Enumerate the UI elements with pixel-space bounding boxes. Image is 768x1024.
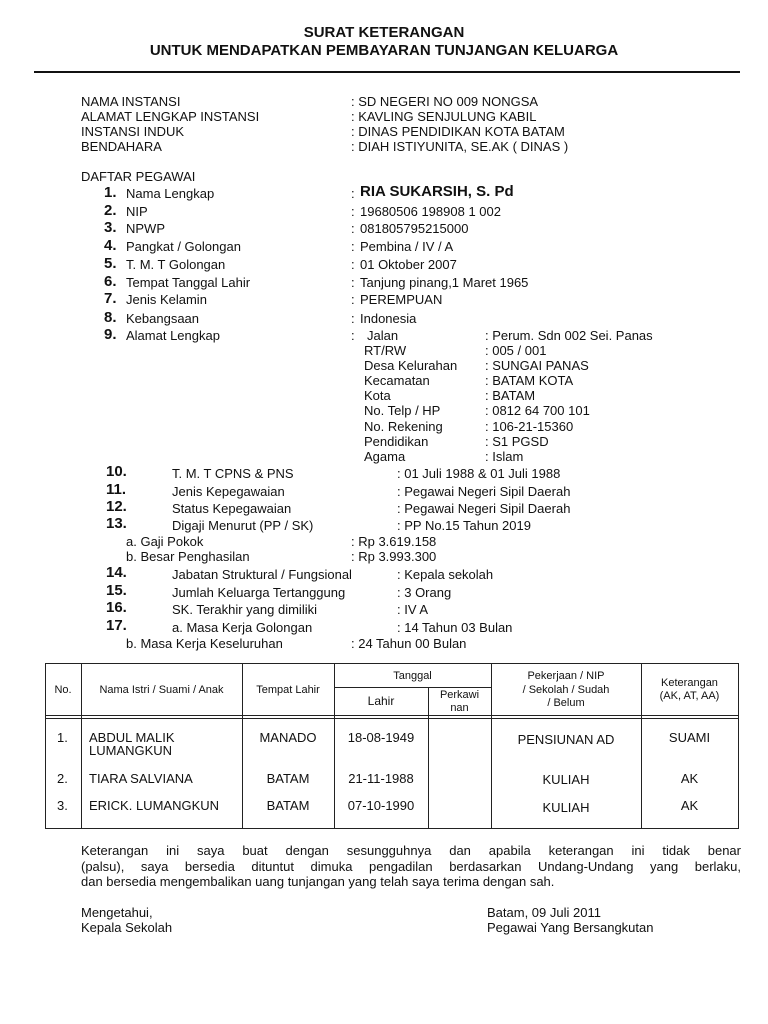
item-colon: :	[351, 275, 355, 290]
alamat-label: Jalan	[367, 328, 399, 343]
item-value: Tanjung pinang,1 Maret 1965	[360, 275, 529, 290]
item-colon: :	[351, 328, 355, 343]
col-header-tanggal: Tanggal	[393, 670, 432, 682]
item-number: 13.	[106, 515, 127, 532]
cell-pekerjaan: KULIAH	[542, 800, 590, 815]
signature-right-line-2: Pegawai Yang Bersangkutan	[487, 920, 654, 935]
alamat-value: : 0812 64 700 101	[485, 403, 590, 418]
item-label: Jabatan Struktural / Fungsional	[172, 567, 352, 582]
header-label-induk: INSTANSI INDUK	[81, 124, 185, 139]
alamat-label: No. Telp / HP	[364, 403, 441, 418]
cell-lahir: 21-11-1988	[348, 771, 414, 786]
item-number: 9.	[104, 326, 117, 343]
alamat-label: RT/RW	[364, 343, 407, 358]
header-label-alamat: ALAMAT LENGKAP INSTANSI	[81, 109, 260, 124]
alamat-value: : 005 / 001	[485, 343, 547, 358]
alamat-value: : BATAM	[485, 388, 536, 403]
cell-tempat: BATAM	[266, 771, 310, 786]
col-header-no: No.	[54, 684, 72, 696]
title-divider	[34, 71, 740, 73]
signature-left-line-2: Kepala Sekolah	[81, 920, 173, 935]
item-colon: :	[351, 204, 355, 219]
alamat-label: No. Rekening	[364, 419, 443, 434]
item-label: T. M. T Golongan	[126, 257, 226, 272]
cell-tempat: MANADO	[259, 730, 317, 745]
header-label-bendahara: BENDAHARA	[81, 139, 162, 154]
cell-no: 1.	[57, 730, 68, 745]
item-colon: :	[351, 311, 355, 326]
signature-right-line-1: Batam, 09 Juli 2011	[487, 905, 601, 920]
cell-lahir: 18-08-1949	[347, 730, 415, 745]
item-number: 10.	[106, 463, 127, 480]
header-value-induk: : DINAS PENDIDIKAN KOTA BATAM	[351, 124, 565, 139]
gaji-label: b. Besar Penghasilan	[126, 549, 250, 564]
gaji-value: : Rp 3.993.300	[351, 549, 437, 564]
item-number: 17.	[106, 617, 127, 634]
item-label: Alamat Lengkap	[126, 328, 220, 343]
item-label: Pangkat / Golongan	[126, 239, 241, 254]
alamat-value: : Perum. Sdn 002 Sei. Panas	[485, 328, 653, 343]
cell-nama: ABDUL MALIK	[89, 730, 175, 745]
alamat-value: : S1 PGSD	[485, 434, 549, 449]
alamat-value: : Islam	[485, 449, 524, 464]
item-label: Kebangsaan	[126, 311, 200, 326]
alamat-value: : SUNGAI PANAS	[485, 358, 589, 373]
item-value: 081805795215000	[360, 221, 469, 236]
item-label: Jenis Kelamin	[126, 292, 207, 307]
item-number: 2.	[104, 202, 117, 219]
item-value: : Pegawai Negeri Sipil Daerah	[397, 484, 571, 499]
item-number: 11.	[106, 481, 127, 498]
col-header-keterangan-2: (AK, AT, AA)	[659, 690, 720, 702]
cell-keterangan: AK	[680, 798, 699, 813]
item-value: : Kepala sekolah	[397, 567, 494, 582]
cell-nama: TIARA SALVIANA	[89, 771, 193, 786]
cell-no: 2.	[57, 771, 68, 786]
alamat-label: Desa Kelurahan	[364, 358, 458, 373]
item-colon: :	[351, 292, 355, 307]
item-number: 16.	[106, 599, 127, 616]
item-number: 8.	[104, 309, 117, 326]
item-label: NPWP	[126, 221, 165, 236]
col-header-nama: Nama Istri / Suami / Anak	[99, 684, 224, 696]
item-value: Indonesia	[360, 311, 417, 326]
item-number: 1.	[104, 184, 117, 201]
item-number: 5.	[104, 255, 117, 272]
item-number: 7.	[104, 290, 117, 307]
item-label: Tempat Tanggal Lahir	[126, 275, 251, 290]
item-label: Nama Lengkap	[126, 186, 215, 201]
item-number: 4.	[104, 237, 117, 254]
item-label: Jumlah Keluarga Tertanggung	[172, 585, 346, 600]
cell-pekerjaan: PENSIUNAN AD	[517, 732, 615, 747]
alamat-label: Kota	[364, 388, 391, 403]
cell-keterangan: AK	[680, 771, 699, 786]
item-value: : 3 Orang	[397, 585, 452, 600]
col-header-lahir: Lahir	[367, 694, 395, 708]
alamat-label: Agama	[364, 449, 406, 464]
item-number: 6.	[104, 273, 117, 290]
item-label: Jenis Kepegawaian	[172, 484, 285, 499]
item-value: PEREMPUAN	[360, 292, 443, 307]
item-label: Status Kepegawaian	[172, 501, 292, 516]
header-value-alamat: : KAVLING SENJULUNG KABIL	[351, 109, 537, 124]
item-colon: :	[351, 239, 355, 254]
item-value: : 01 Juli 1988 & 01 Juli 1988	[397, 466, 561, 481]
cell-no: 3.	[57, 798, 68, 813]
item-label: Digaji Menurut (PP / SK)	[172, 518, 314, 533]
col-header-perkawinan-2: nan	[450, 702, 469, 714]
item-value: : IV A	[397, 602, 429, 617]
col-header-perkawinan-1: Perkawi	[439, 689, 480, 701]
daftar-pegawai-label: DAFTAR PEGAWAI	[81, 169, 196, 184]
item-colon: :	[351, 221, 355, 236]
alamat-value: : 106-21-15360	[485, 419, 574, 434]
gaji-label: a. Gaji Pokok	[126, 534, 204, 549]
cell-tempat: BATAM	[266, 798, 310, 813]
employee-name: RIA SUKARSIH, S. Pd	[360, 183, 514, 200]
header-value-instansi: : SD NEGERI NO 009 NONGSA	[351, 94, 539, 109]
col-header-tempat: Tempat Lahir	[256, 684, 320, 696]
alamat-value: : BATAM KOTA	[485, 373, 574, 388]
item-value: Pembina / IV / A	[360, 239, 454, 254]
cell-pekerjaan: KULIAH	[542, 772, 590, 787]
statement-line: Keterangan ini saya buat dengan sesungguhnya dan apabila keterangan ini tidak benar	[81, 843, 741, 858]
item-number: 14.	[106, 564, 127, 581]
masa-kerja-value: : 24 Tahun 00 Bulan	[351, 636, 467, 651]
item-value: : 14 Tahun 03 Bulan	[397, 620, 513, 635]
document-subtitle: UNTUK MENDAPATKAN PEMBAYARAN TUNJANGAN KELUARGA	[149, 42, 619, 59]
item-colon: :	[351, 186, 355, 201]
item-number: 15.	[106, 582, 127, 599]
item-number: 3.	[104, 219, 117, 236]
col-header-keterangan-1: Keterangan	[661, 677, 718, 689]
col-header-pekerjaan-3: / Belum	[547, 697, 585, 709]
statement-line: dan bersedia mengembalikan uang tunjangan yang telah saya terima dengan sah.	[81, 874, 555, 889]
alamat-label: Pendidikan	[364, 434, 429, 449]
col-header-pekerjaan-1: Pekerjaan / NIP	[527, 670, 605, 682]
statement-paragraph	[81, 843, 741, 890]
item-label: SK. Terakhir yang dimiliki	[172, 602, 317, 617]
cell-lahir: 07-10-1990	[347, 798, 415, 813]
document-title: SURAT KETERANGAN	[303, 24, 465, 41]
header-value-bendahara: : DIAH ISTIYUNITA, SE.AK ( DINAS )	[351, 139, 569, 154]
alamat-label: Kecamatan	[364, 373, 430, 388]
item-colon: :	[351, 257, 355, 272]
gaji-value: : Rp 3.619.158	[351, 534, 437, 549]
item-value: : Pegawai Negeri Sipil Daerah	[397, 501, 571, 516]
item-number: 12.	[106, 498, 127, 515]
col-header-pekerjaan-2: / Sekolah / Sudah	[522, 684, 610, 696]
item-value: : PP No.15 Tahun 2019	[397, 518, 531, 533]
cell-keterangan: SUAMI	[668, 730, 711, 745]
item-label: T. M. T CPNS & PNS	[172, 466, 294, 481]
masa-kerja-label: b. Masa Kerja Keseluruhan	[126, 636, 283, 651]
item-value: 01 Oktober 2007	[360, 257, 457, 272]
item-value: 19680506 198908 1 002	[360, 204, 501, 219]
header-label-instansi: NAMA INSTANSI	[81, 94, 181, 109]
signature-left-line-1: Mengetahui,	[81, 905, 153, 920]
cell-nama-cont: LUMANGKUN	[89, 743, 173, 758]
item-label: a. Masa Kerja Golongan	[172, 620, 313, 635]
cell-nama: ERICK. LUMANGKUN	[89, 798, 220, 813]
statement-line: (palsu), saya bersedia dituntut dimuka pengadilan berdasarkan Undang-Undang yang berlaku,	[81, 858, 741, 874]
item-label: NIP	[126, 204, 148, 219]
